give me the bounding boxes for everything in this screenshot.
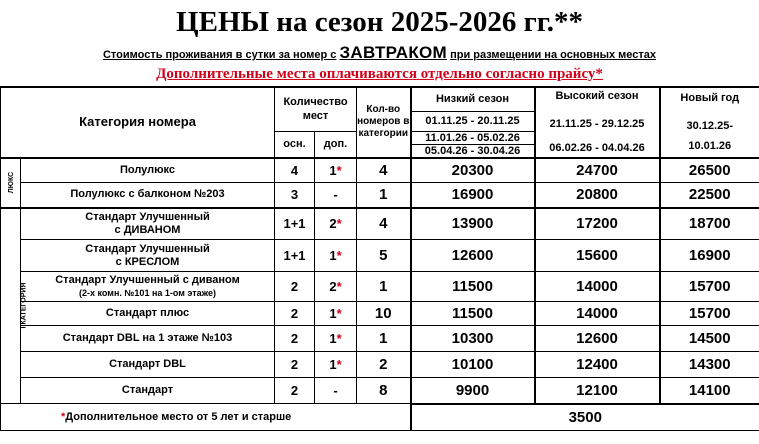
room-name: Полулюкс (21, 158, 275, 183)
extra-places: 1* (315, 240, 357, 272)
main-places: 1+1 (275, 240, 315, 272)
price-high: 12600 (535, 326, 660, 352)
price-ny: 26500 (660, 158, 759, 183)
table-row (1, 158, 759, 183)
price-ny: 22500 (660, 183, 759, 208)
price-low: 13900 (411, 208, 535, 240)
rooms-count: 1 (357, 326, 411, 352)
price-low: 9900 (411, 378, 535, 404)
room-name: Стандарт плюс (21, 302, 275, 326)
room-name: Стандарт (21, 378, 275, 404)
rooms-count: 1 (357, 272, 411, 302)
price-high: 12100 (535, 378, 660, 404)
subtitle-highlight: ЗАВТРАКОМ (339, 43, 448, 62)
extra-places: 1* (315, 158, 357, 183)
header-main: осн. (275, 131, 315, 158)
header-new-year-cell (660, 87, 759, 158)
extra-places: 1* (315, 302, 357, 326)
footer-row (1, 404, 759, 431)
price-low: 11500 (411, 272, 535, 302)
table-row (1, 302, 759, 326)
rooms-count: 4 (357, 158, 411, 183)
table-row (1, 326, 759, 352)
low-date-2-3 (411, 131, 535, 158)
rooms-count: 5 (357, 240, 411, 272)
header-category: Категория номера (1, 87, 275, 158)
subtitle-before: Стоимость проживания в сутки за номер с (102, 49, 337, 61)
main-places: 2 (275, 272, 315, 302)
extra-places: 2* (315, 208, 357, 240)
room-name: Стандарт Улучшенный с ДИВАНОМ (21, 208, 275, 240)
header-low-season: Низкий сезон (411, 87, 535, 111)
price-high: 17200 (535, 208, 660, 240)
room-name: Стандарт DBL на 1 этаже №103 (21, 326, 275, 352)
price-low: 12600 (411, 240, 535, 272)
main-places: 1+1 (275, 208, 315, 240)
page-title: ЦЕНЫ на сезон 2025-2026 гг.** (176, 6, 583, 38)
price-high: 14000 (535, 272, 660, 302)
main-places: 2 (275, 352, 315, 378)
price-ny: 15700 (660, 272, 759, 302)
price-low: 10300 (411, 326, 535, 352)
footer-label: *Дополнительное место от 5 лет и старше (1, 404, 411, 431)
extra-places: 2* (315, 272, 357, 302)
table-row (1, 352, 759, 378)
rooms-count: 10 (357, 302, 411, 326)
extra-places: 1* (315, 352, 357, 378)
price-high: 24700 (535, 158, 660, 183)
subtitle-after: при размещении на основных местах (450, 49, 657, 61)
main-places: 2 (275, 326, 315, 352)
extra-places: 1* (315, 326, 357, 352)
main-places: 2 (275, 378, 315, 404)
main-places: 4 (275, 158, 315, 183)
price-low: 20300 (411, 158, 535, 183)
table-row (1, 272, 759, 302)
table-row (1, 378, 759, 404)
footer-price: 3500 (411, 404, 759, 431)
header-high-season-cell (535, 87, 660, 158)
header-places: Количество мест (275, 87, 357, 131)
price-low: 11500 (411, 302, 535, 326)
group-cat1: I КАТЕГОРИЯ (1, 208, 21, 404)
room-name: Стандарт Улучшенный с диваном (2-х комн. №101 на 1-ом этаже) (21, 272, 275, 302)
price-high: 15600 (535, 240, 660, 272)
room-name: Стандарт Улучшенный с КРЕСЛОМ (21, 240, 275, 272)
header-rooms-count: Кол-во номеров в категории (357, 87, 411, 158)
low-date-3: 05.04.26 - 30.04.26 (412, 144, 534, 157)
table-row (1, 208, 759, 240)
high-date-1: 21.11.25 - 29.12.25 (549, 118, 645, 131)
room-name: Полулюкс с балконом №203 (21, 183, 275, 208)
price-table (0, 86, 759, 431)
main-places: 2 (275, 302, 315, 326)
price-low: 10100 (411, 352, 535, 378)
header-high-season: Высокий сезон (555, 90, 639, 103)
table-row (1, 183, 759, 208)
ny-date-2: 10.01.26 (688, 140, 732, 153)
header-extra: доп. (315, 131, 357, 158)
extra-places-note: Дополнительные места оплачиваются отдельно согласно прайсу* (156, 66, 603, 82)
header-new-year: Новый год (680, 92, 740, 105)
price-high: 14000 (535, 302, 660, 326)
price-ny: 14100 (660, 378, 759, 404)
price-ny: 15700 (660, 302, 759, 326)
group-lux: ЛЮКС (1, 158, 21, 208)
rooms-count: 2 (357, 352, 411, 378)
low-date-1: 01.11.25 - 20.11.25 (411, 111, 535, 131)
extra-places: - (315, 378, 357, 404)
price-ny: 16900 (660, 240, 759, 272)
subtitle (0, 43, 759, 65)
table-row (1, 240, 759, 272)
price-high: 20800 (535, 183, 660, 208)
price-low: 16900 (411, 183, 535, 208)
price-ny: 18700 (660, 208, 759, 240)
extra-places: - (315, 183, 357, 208)
room-name: Стандарт DBL (21, 352, 275, 378)
price-ny: 14500 (660, 326, 759, 352)
low-date-2: 11.01.26 - 05.02.26 (425, 131, 520, 144)
price-high: 12400 (535, 352, 660, 378)
high-date-2: 06.02.26 - 04.04.26 (549, 142, 645, 155)
rooms-count: 4 (357, 208, 411, 240)
main-places: 3 (275, 183, 315, 208)
ny-date-1: 30.12.25- (686, 120, 733, 133)
rooms-count: 8 (357, 378, 411, 404)
rooms-count: 1 (357, 183, 411, 208)
price-ny: 14300 (660, 352, 759, 378)
